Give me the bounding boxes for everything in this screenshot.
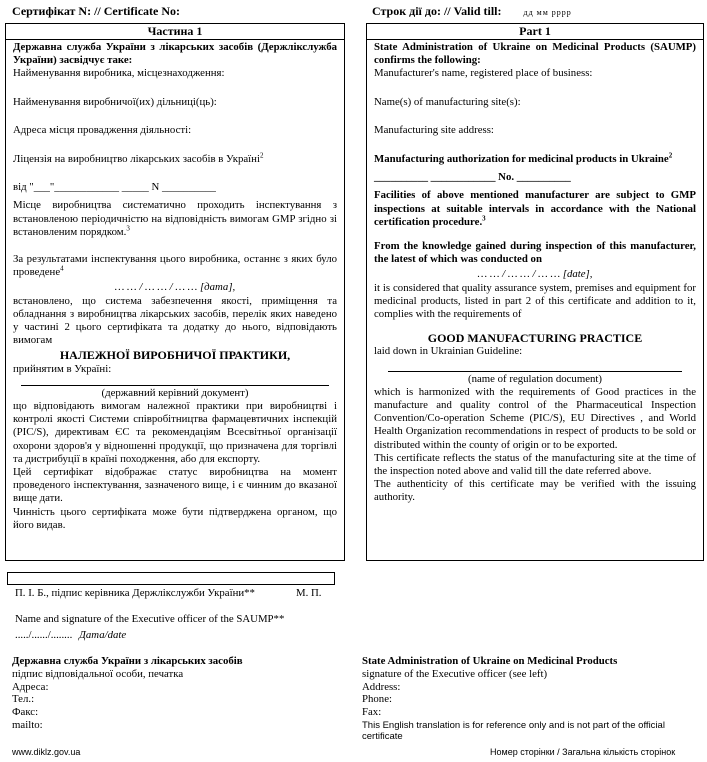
ua-intro: Державна служба України з лікарських засобів (Держлікслужба України) засвідчує таке: <box>13 41 337 67</box>
footer-fax-en: Fax: <box>362 706 382 719</box>
ua-license-date: від "___"____________ _____ N __________ <box>13 181 216 194</box>
footer-org-ua: Державна служба України з лікарських засобів <box>12 655 243 667</box>
en-reflects: This certificate reflects the status of the manufacturing site at the time of the inspection noted above and valid till the date referred above. <box>374 451 696 478</box>
en-authorization-text: Manufacturing authorization for medicinal products in Ukraine <box>374 153 669 166</box>
valid-till-label <box>372 5 572 19</box>
en-intro: State Administration of Ukraine on Medicinal Products (SAUMP) confirms the following: <box>374 41 696 67</box>
ua-inspections-text: Місце виробництва систематично проходить інспектування з встановленою періодичністю на відповідність вимогам GMP згідно зі встановленим порядком. <box>13 199 337 238</box>
en-document-caption: (name of regulation document) <box>467 372 602 385</box>
date-format-hint: дд мм рррр <box>523 8 572 17</box>
en-facilities-text: Facilities of above mentioned manufacturer are subject to GMP inspections at suitable intervals in accordance with the National certification procedure. <box>374 189 696 228</box>
ua-inspections <box>13 199 337 239</box>
en-considered: it is considered that quality assurance system, premises and equipment for medicinal products, listed in part 2 of this certificate and addition to it, complies with the requirements of <box>374 281 696 321</box>
ua-results <box>13 253 337 279</box>
ua-reflects: Цей сертифікат відображає статус виробництва на момент проведеного інспектування, зазначеного вище, і є чинним до вказаної вище дати. <box>13 466 337 505</box>
ua-established: встановлено, що система забезпечення якості, приміщення та обладнання з виробництва лікарських засобів, перелік яких наведено у частині 2 цього сертифіката та додатку до нього, відповідають вимогам <box>13 294 337 347</box>
en-knowledge: From the knowledge gained during inspection of this manufacturer, the latest of which was conducted on <box>374 240 696 266</box>
certificate-number-label: Сертифікат N: // Certificate No: <box>12 4 181 18</box>
footer-phone-ua: Тел.: <box>12 693 35 706</box>
footer-website-link[interactable]: www.diklz.gov.ua <box>12 747 81 757</box>
signature-date-label: Дата/date <box>79 629 127 641</box>
en-signature-line: Name and signature of the Executive officer of the SAUMP** <box>15 613 285 625</box>
ua-signature-line: П. І. Б., підпис керівника Держлікслужби України** <box>15 587 255 599</box>
signature-date-blank: ...../....../........ <box>15 629 73 641</box>
part1-english-column <box>366 23 704 561</box>
footnote-3-en: 3 <box>482 214 486 223</box>
valid-till-text: Строк дії до: // Valid till: <box>372 4 502 18</box>
signature-date <box>15 629 126 642</box>
footer-fax-ua: Факс: <box>12 706 39 719</box>
part1-title-en: Part 1 <box>367 24 703 40</box>
footer-sig-ua: підпис відповідальної особи, печатка <box>12 667 184 680</box>
en-date-placeholder: … … / … … / … … [date], <box>477 268 593 281</box>
footer-left <box>12 655 342 732</box>
part1-ukrainian-column <box>5 23 345 561</box>
en-authenticity: The authenticity of this certificate may be verified with the issuing authority. <box>374 478 696 504</box>
ua-address-label: Адреса місця провадження діяльності: <box>13 123 192 136</box>
footer-right <box>362 655 702 742</box>
footnote-4: 4 <box>60 264 64 273</box>
ua-adopted: прийнятим в Україні: <box>13 362 112 375</box>
ua-authenticity: Чинність цього сертифіката може бути підтверджена органом, що його видав. <box>13 505 337 531</box>
ua-date-placeholder: … … / … … / … … [дата], <box>114 281 236 294</box>
ua-license-label <box>13 153 337 166</box>
ua-license-text: Ліцензія на виробництво лікарських засобів в Україні <box>13 153 260 166</box>
footer-mail-ua[interactable]: mailto: <box>12 718 43 731</box>
ua-conform: що відповідають вимогам належної практики при виробництві і контролі якості Системи співробітництва фармацевтичних інспекцій (PIC/S), директивам ЄС та рекомендаціям Всесвітньої організації охорони здоров'я у відношенні продукції, що призначена для торгівлі та дистрибуції в країні походження, або для експорту. <box>13 400 337 465</box>
footnote-2: 2 <box>259 151 264 160</box>
footer-phone-en: Phone: <box>362 693 392 706</box>
ua-document-line <box>21 376 329 386</box>
en-authorization <box>374 153 696 166</box>
footer-translation-note: This English translation is for reference only and is not part of the official certificate <box>362 719 665 742</box>
en-sites-label: Name(s) of manufacturing site(s): <box>374 95 521 108</box>
footnote-3: 3 <box>126 224 130 233</box>
ua-document-caption: (державний керівний документ) <box>101 386 249 399</box>
en-manufacturer-label: Manufacturer's name, registered place of business: <box>374 67 593 80</box>
en-auth-number: __________ ____________ No. __________ <box>374 171 571 184</box>
ua-gmp-heading: НАЛЕЖНОЇ ВИРОБНИЧОЇ ПРАКТИКИ, <box>59 348 291 363</box>
en-document-line <box>388 359 682 372</box>
ua-results-text: За результатами інспектування цього виробника, останнє з яких було проведене <box>13 253 337 279</box>
en-gmp-heading: GOOD MANUFACTURING PRACTICE <box>427 331 643 346</box>
footer-address-ua: Адреса: <box>12 680 49 693</box>
ua-sites-label: Найменування виробничої(их) дільниці(ць): <box>13 95 217 108</box>
ua-manufacturer-label: Найменування виробника, місцезнаходження: <box>13 67 225 80</box>
part1-title-ua: Частина 1 <box>6 24 344 40</box>
footnote-2-en: 2 <box>668 151 673 160</box>
en-harmonized: which is harmonized with the requirements of Good practices in the manufacture and quality control of the Pharmaceutical Inspection Convention/Co-operation Scheme (PIC/S), EU Directives , and World Health Organization recommendations in respect of products to be sold or distributed within the county of origin or to be exported. <box>374 385 696 451</box>
footer-address-en: Address: <box>362 680 401 693</box>
en-laid: laid down in Ukrainian Guideline: <box>374 345 523 358</box>
footer-sig-en: signature of the Executive officer (see left) <box>362 667 548 680</box>
footer-org-en: State Administration of Ukraine on Medicinal Products <box>362 655 618 667</box>
page-number-label: Номер сторінки / Загальна кількість сторінок <box>490 747 676 757</box>
stamp-label: М. П. <box>296 587 322 599</box>
en-address-label: Manufacturing site address: <box>374 123 494 136</box>
en-facilities <box>374 189 696 229</box>
signature-box <box>7 572 335 585</box>
